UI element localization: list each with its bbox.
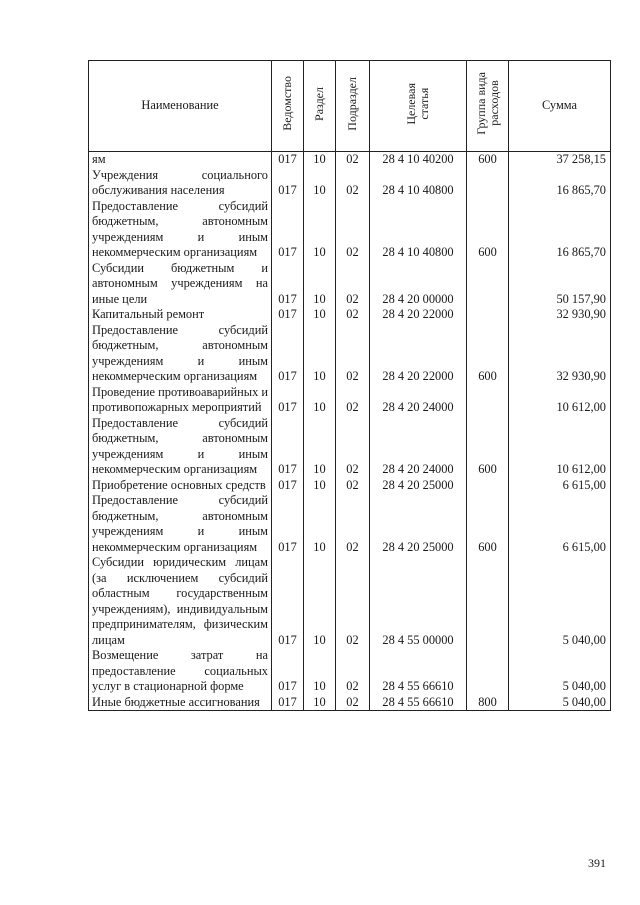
cell-cel: 28 4 20 25000 [370,493,467,555]
table-row [89,416,611,478]
cell-grp: 600 [467,416,509,478]
cell-grp: 800 [467,695,509,711]
cell-grp [467,478,509,494]
cell-razd: 10 [304,385,336,416]
cell-podr: 02 [336,199,370,261]
cell-cel: 28 4 55 00000 [370,555,467,648]
cell-cel: 28 4 10 40800 [370,199,467,261]
cell-razd: 10 [304,261,336,308]
cell-name: Иные бюджетные ассигнования [89,695,272,711]
cell-podr: 02 [336,307,370,323]
cell-razd: 10 [304,152,336,168]
cell-podr: 02 [336,323,370,385]
cell-podr: 02 [336,261,370,308]
cell-sum: 16 865,70 [509,168,611,199]
table-row [89,493,611,555]
cell-ved: 017 [272,416,304,478]
cell-ved: 017 [272,168,304,199]
cell-podr: 02 [336,385,370,416]
table-row [89,152,611,168]
cell-ved: 017 [272,478,304,494]
table-row [89,648,611,695]
cell-razd: 10 [304,695,336,711]
cell-razd: 10 [304,323,336,385]
cell-cel: 28 4 20 24000 [370,385,467,416]
cell-podr: 02 [336,168,370,199]
cell-podr: 02 [336,695,370,711]
cell-cel: 28 4 10 40800 [370,168,467,199]
cell-sum: 32 930,90 [509,323,611,385]
header-razd-label: Раздел [312,86,326,121]
header-ved-label: Ведомство [280,76,294,132]
cell-grp: 600 [467,323,509,385]
table-row [89,307,611,323]
cell-name: Проведение противоаварийных и противопожарных мероприятий [89,385,272,416]
header-grp-label: Группа вида расходов [473,72,501,136]
cell-ved: 017 [272,199,304,261]
header-podr-label: Подраздел [345,76,359,131]
cell-grp [467,385,509,416]
cell-razd: 10 [304,478,336,494]
cell-ved: 017 [272,695,304,711]
cell-cel: 28 4 55 66610 [370,695,467,711]
cell-grp [467,307,509,323]
table-row [89,478,611,494]
table-row [89,168,611,199]
cell-grp [467,648,509,695]
cell-ved: 017 [272,323,304,385]
cell-razd: 10 [304,168,336,199]
table-header [89,61,611,152]
cell-name: Предоставление субсидий бюджетным, автономным учреждениям и иным некоммерческим организациям [89,323,272,385]
cell-name: Возмещение затрат на предоставление социальных услуг в стационарной форме [89,648,272,695]
cell-sum: 5 040,00 [509,695,611,711]
cell-sum: 32 930,90 [509,307,611,323]
cell-ved: 017 [272,648,304,695]
cell-cel: 28 4 10 40200 [370,152,467,168]
cell-grp [467,168,509,199]
cell-cel: 28 4 20 24000 [370,416,467,478]
cell-podr: 02 [336,555,370,648]
cell-sum: 5 040,00 [509,555,611,648]
cell-grp [467,555,509,648]
cell-sum: 6 615,00 [509,493,611,555]
cell-name: Учреждения социального обслуживания населения [89,168,272,199]
cell-podr: 02 [336,416,370,478]
cell-sum: 10 612,00 [509,416,611,478]
header-razd [304,61,336,152]
cell-grp [467,261,509,308]
header-name: Наименование [89,61,272,152]
cell-ved: 017 [272,555,304,648]
cell-name: ям [89,152,272,168]
header-cel-label: Целевая статья [404,82,431,125]
page-number: 391 [588,856,606,870]
table-row [89,199,611,261]
cell-name: Капитальный ремонт [89,307,272,323]
cell-podr: 02 [336,648,370,695]
cell-cel: 28 4 20 25000 [370,478,467,494]
header-cel [370,61,467,152]
cell-grp: 600 [467,493,509,555]
cell-podr: 02 [336,152,370,168]
header-sum: Сумма [509,61,611,152]
cell-ved: 017 [272,307,304,323]
cell-sum: 50 157,90 [509,261,611,308]
header-ved [272,61,304,152]
cell-sum: 16 865,70 [509,199,611,261]
budget-table [88,60,611,711]
cell-razd: 10 [304,416,336,478]
cell-sum: 5 040,00 [509,648,611,695]
cell-podr: 02 [336,493,370,555]
header-grp [467,61,509,152]
cell-ved: 017 [272,261,304,308]
table-row [89,385,611,416]
cell-name: Приобретение основных средств [89,478,272,494]
cell-sum: 6 615,00 [509,478,611,494]
header-podr [336,61,370,152]
table-row [89,695,611,711]
cell-podr: 02 [336,478,370,494]
table-body [89,152,611,711]
cell-grp: 600 [467,199,509,261]
cell-razd: 10 [304,307,336,323]
cell-cel: 28 4 20 00000 [370,261,467,308]
cell-name: Предоставление субсидий бюджетным, автономным учреждениям и иным некоммерческим организациям [89,416,272,478]
cell-name: Субсидии юридическим лицам (за исключением субсидий областным государственным учреждениям), индивидуальным предпринимателям, физическим лицам [89,555,272,648]
table-row [89,323,611,385]
cell-name: Предоставление субсидий бюджетным, автономным учреждениям и иным некоммерческим организациям [89,199,272,261]
cell-razd: 10 [304,199,336,261]
cell-ved: 017 [272,385,304,416]
cell-razd: 10 [304,493,336,555]
table-row [89,555,611,648]
cell-name: Субсидии бюджетным и автономным учреждениям на иные цели [89,261,272,308]
cell-name: Предоставление субсидий бюджетным, автономным учреждениям и иным некоммерческим организациям [89,493,272,555]
cell-ved: 017 [272,152,304,168]
cell-razd: 10 [304,648,336,695]
cell-ved: 017 [272,493,304,555]
cell-grp: 600 [467,152,509,168]
cell-sum: 37 258,15 [509,152,611,168]
cell-cel: 28 4 20 22000 [370,307,467,323]
cell-sum: 10 612,00 [509,385,611,416]
cell-cel: 28 4 55 66610 [370,648,467,695]
cell-cel: 28 4 20 22000 [370,323,467,385]
cell-razd: 10 [304,555,336,648]
table-row [89,261,611,308]
